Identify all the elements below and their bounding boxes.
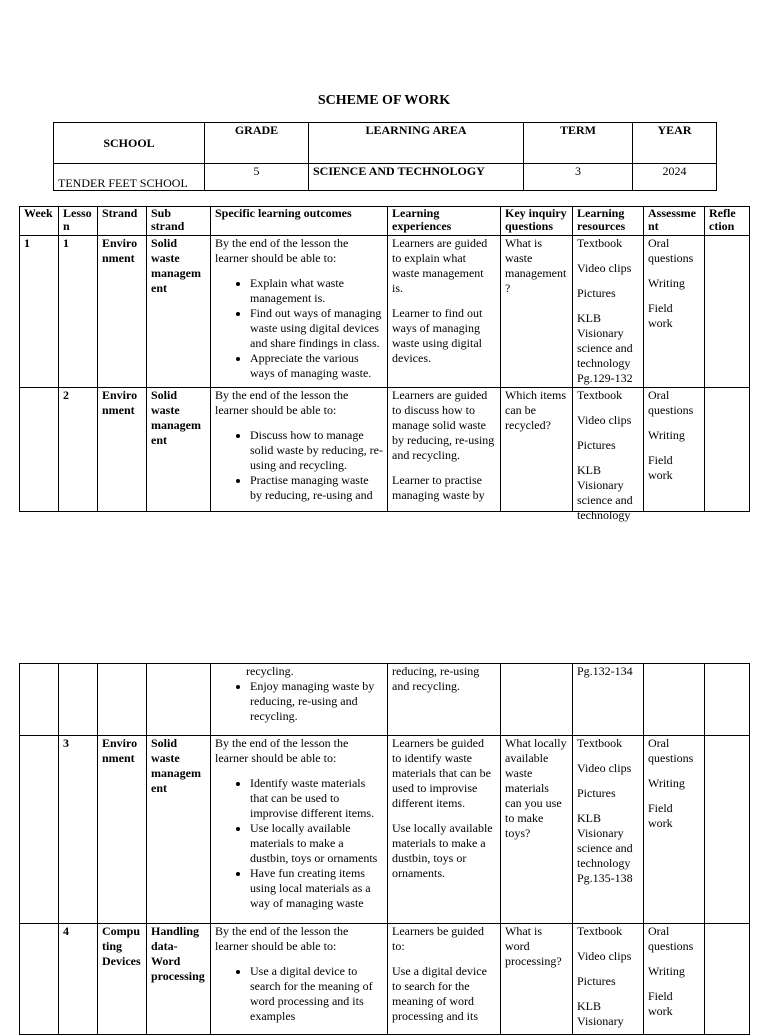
week-cell xyxy=(20,664,59,736)
resource-item: KLB Visionary science and technology Pg.135-138 xyxy=(577,811,633,885)
experience-text: Learners be guided to: xyxy=(392,924,484,953)
list-item: • Find out ways of managing waste using digital devices and share findings in class. xyxy=(250,306,383,351)
reflection-cell xyxy=(705,388,750,512)
assessment-item: Writing xyxy=(648,276,685,290)
resource-item: KLB Visionary xyxy=(577,999,624,1028)
list-item: • Appreciate the various ways of managing waste. xyxy=(250,351,383,381)
outcome-intro: By the end of the lesson the learner should be able to: xyxy=(215,736,349,765)
table-row xyxy=(20,388,750,512)
lesson-cell: 1 xyxy=(59,236,98,388)
assessment-item: Writing xyxy=(648,964,685,978)
strand-cell: Enviro nment xyxy=(98,236,147,388)
resource-item: Video clips xyxy=(577,761,632,775)
col-resources: Learning resources xyxy=(573,207,644,236)
assessment-item: Field work xyxy=(648,801,673,830)
outcome-tail: recycling. xyxy=(246,664,294,678)
reflection-cell xyxy=(705,664,750,736)
outcome-intro: By the end of the lesson the learner should be able to: xyxy=(215,236,349,265)
col-strand: Strand xyxy=(98,207,147,236)
experience-text: Learner to practise managing waste by xyxy=(392,473,485,502)
substrand-cell: Solid waste managem ent xyxy=(147,236,211,388)
resource-item: KLB Visionary science and technology xyxy=(577,463,633,522)
list-item: • Explain what waste management is. xyxy=(250,276,383,306)
table-row xyxy=(20,924,750,1035)
week-cell xyxy=(20,924,59,1035)
col-substrand: Sub strand xyxy=(147,207,211,236)
question-cell: What locally available waste materials can you use to make toys? xyxy=(501,736,573,924)
learning-area-value: SCIENCE AND TECHNOLOGY xyxy=(309,164,524,191)
col-questions: Key inquiry questions xyxy=(501,207,573,236)
reflection-cell xyxy=(705,736,750,924)
resource-item: Textbook xyxy=(577,236,623,250)
table-row xyxy=(20,736,750,924)
resources-cell xyxy=(573,924,644,1035)
week-cell xyxy=(20,388,59,512)
year-value: 2024 xyxy=(633,164,717,191)
assessment-item: Writing xyxy=(648,428,685,442)
assessment-item: Oral questions xyxy=(648,736,694,765)
assessment-item: Field work xyxy=(648,989,673,1018)
experience-text: Learners be guided to identify waste materials that can be used to improvise different items. xyxy=(392,736,491,810)
resource-item: Textbook xyxy=(577,924,623,938)
scheme-table-page2 xyxy=(19,663,750,1035)
lesson-cell: 3 xyxy=(59,736,98,924)
resource-item: Video clips xyxy=(577,949,632,963)
strand-cell xyxy=(98,664,147,736)
col-assessment: Assessme nt xyxy=(644,207,705,236)
assessment-cell xyxy=(644,736,705,924)
experience-text: Learners are guided to discuss how to manage solid waste by reducing, re-using and recycling. xyxy=(392,388,495,462)
school-value: TENDER FEET SCHOOL xyxy=(54,164,205,191)
lesson-cell: 2 xyxy=(59,388,98,512)
resource-item: Pictures xyxy=(577,786,616,800)
assessment-item: Oral questions xyxy=(648,388,694,417)
outcomes-cell xyxy=(211,388,388,512)
resource-item: Textbook xyxy=(577,388,623,402)
scheme-table-page1 xyxy=(19,206,750,522)
reflection-cell xyxy=(705,924,750,1035)
assessment-cell xyxy=(644,236,705,388)
resources-cell xyxy=(573,236,644,388)
outcome-intro: By the end of the lesson the learner should be able to: xyxy=(215,924,349,953)
lesson-cell: 4 xyxy=(59,924,98,1035)
year-label: YEAR xyxy=(633,123,717,164)
outcomes-cell xyxy=(211,664,388,736)
resource-item: Textbook xyxy=(577,736,623,750)
resource-item: Pictures xyxy=(577,438,616,452)
question-cell xyxy=(501,664,573,736)
reflection-cell xyxy=(705,236,750,388)
assessment-item: Oral questions xyxy=(648,236,694,265)
outcomes-cell xyxy=(211,236,388,388)
strand-cell: Compu ting Devices xyxy=(98,924,147,1035)
resource-item: Pictures xyxy=(577,974,616,988)
assessment-item: Oral questions xyxy=(648,924,694,953)
school-label: SCHOOL xyxy=(54,123,205,164)
outcomes-cell xyxy=(211,924,388,1035)
table-row xyxy=(20,664,750,736)
grade-label: GRADE xyxy=(205,123,309,164)
week-cell xyxy=(20,736,59,924)
question-cell: What is waste management ? xyxy=(501,236,573,388)
assessment-item: Field work xyxy=(648,453,673,482)
experiences-cell xyxy=(388,388,501,512)
experience-text: Use a digital device to search for the meaning of word processing and its xyxy=(392,964,487,1023)
substrand-cell: Solid waste managem ent xyxy=(147,736,211,924)
list-item: • Discuss how to manage solid waste by reducing, re-using and recycling. xyxy=(250,428,383,473)
experiences-cell xyxy=(388,924,501,1035)
strand-cell: Enviro nment xyxy=(98,736,147,924)
substrand-cell xyxy=(147,664,211,736)
resource-item: Video clips xyxy=(577,261,632,275)
experience-text: Use locally available materials to make a dustbin, toys or ornaments. xyxy=(392,821,493,880)
resource-item: Pictures xyxy=(577,286,616,300)
experiences-cell: reducing, re-using and recycling. xyxy=(388,664,501,736)
outcome-intro: By the end of the lesson the learner should be able to: xyxy=(215,388,349,417)
experiences-cell xyxy=(388,736,501,924)
question-cell: Which items can be recycled? xyxy=(501,388,573,512)
resources-cell xyxy=(573,388,644,522)
learning-area-label: LEARNING AREA xyxy=(309,123,524,164)
resources-cell xyxy=(573,736,644,924)
resource-item: Video clips xyxy=(577,413,632,427)
grade-value: 5 xyxy=(205,164,309,191)
col-week: Week xyxy=(20,207,59,236)
assessment-item: Field work xyxy=(648,301,673,330)
assessment-cell xyxy=(644,664,705,736)
col-lesson: Lesso n xyxy=(59,207,98,236)
substrand-cell: Solid waste managem ent xyxy=(147,388,211,512)
list-item: • Identify waste materials that can be used to improvise different items. xyxy=(250,776,383,821)
table-row xyxy=(20,236,750,388)
question-cell: What is word processing? xyxy=(501,924,573,1035)
term-value: 3 xyxy=(524,164,633,191)
outcomes-cell xyxy=(211,736,388,924)
list-item: • Practise managing waste by reducing, re-using and xyxy=(250,473,383,503)
col-outcomes: Specific learning outcomes xyxy=(211,207,388,236)
resource-item: KLB Visionary science and technology Pg.129-132 xyxy=(577,311,633,385)
assessment-item: Writing xyxy=(648,776,685,790)
list-item: • Use a digital device to search for the meaning of word processing and its examples xyxy=(250,964,383,1024)
week-cell: 1 xyxy=(20,236,59,388)
assessment-cell xyxy=(644,924,705,1035)
list-item: • Use locally available materials to make a dustbin, toys or ornaments xyxy=(250,821,383,866)
strand-cell: Enviro nment xyxy=(98,388,147,512)
col-reflection: Refle ction xyxy=(705,207,750,236)
resources-cell: Pg.132-134 xyxy=(573,664,644,736)
list-item: • Enjoy managing waste by reducing, re-using and recycling. xyxy=(250,679,383,724)
lesson-cell xyxy=(59,664,98,736)
list-item: • Have fun creating items using local materials as a way of managing waste xyxy=(250,866,383,911)
experiences-cell xyxy=(388,236,501,388)
experience-text: Learner to find out ways of managing waste using digital devices. xyxy=(392,306,483,365)
col-experiences: Learning experiences xyxy=(388,207,501,236)
page-title: SCHEME OF WORK xyxy=(317,93,451,108)
experience-text: Learners are guided to explain what waste management is. xyxy=(392,236,488,295)
term-label: TERM xyxy=(524,123,633,164)
assessment-cell xyxy=(644,388,705,512)
substrand-cell: Handling data- Word processing xyxy=(147,924,211,1035)
school-info-table xyxy=(53,122,717,191)
